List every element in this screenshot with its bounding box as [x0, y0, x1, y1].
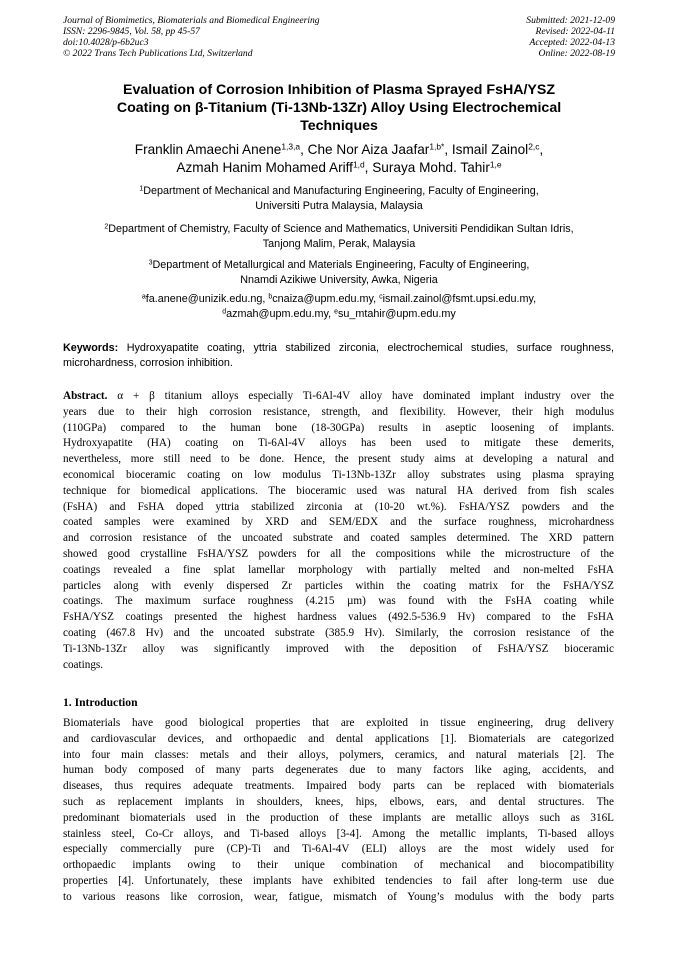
email-link[interactable]: azmah@upm.edu.my: [226, 308, 329, 320]
body-line: stainless steel, Co-Cr alloys, and Ti-based alloys [3-4]. Among the metallic implants, Ti-based alloys: [63, 827, 614, 840]
abstract-line: (FsHA) and FsHA doped yttria stabilized zirconia at (10-20 wt.%). FsHA/YSZ powders and the: [63, 500, 614, 513]
body-line: and cardiovascular devices, and orthopaedic and dental applications [1]. Biomaterials are categorized: [63, 732, 614, 745]
abstract-line: Ti-13Nb-13Zr alloy was significantly improved with the deposition of FsHA/YSZ bioceramic: [63, 642, 614, 655]
body-line: such as replacement implants in shoulders, knees, hips, elbows, ears, and dental structures. The: [63, 795, 614, 808]
affiliation-3: [40, 258, 638, 288]
section-heading: 1. Introduction: [63, 696, 138, 709]
author-affiliation-marker: 1,b*: [429, 141, 445, 152]
doi-line: doi:10.4028/p-6b2uc3: [63, 37, 149, 48]
abstract-paragraph: [63, 389, 614, 673]
title-line: Coating on β-Titanium (Ti-13Nb-13Zr) Alloy Using Electrochemical: [116, 100, 562, 116]
body-line: orthopaedic implants owing to their unique combination of mechanical and biocompatibility: [63, 859, 614, 872]
author-name: Franklin Amaechi Anene: [134, 142, 282, 157]
abstract-line: Abstract. α + β titanium alloys especially Ti-6Al-4V alloy have dominated implant industry over the: [63, 390, 614, 402]
abstract-line: and corrosion resistance of the uncoated substrate and coated samples determined. The XRD pattern: [63, 532, 614, 545]
abstract-line: (110GPa) compared to the human bone (18-30GPa) results in aseptic loosening of implants.: [63, 421, 614, 434]
author-line: [40, 141, 638, 159]
affiliation-text: Nnamdi Azikiwe University, Awka, Nigeria: [240, 274, 438, 286]
affiliation-1: [40, 184, 638, 214]
body-line: diseases, thus requires adequate treatments. Impaired body parts can be replaced with biomaterials: [63, 780, 614, 793]
submitted-date: Submitted: 2021-12-09: [526, 15, 615, 26]
abstract-label: Abstract.: [63, 390, 108, 402]
introduction-paragraph: [63, 716, 614, 906]
accepted-date: Accepted: 2022-04-13: [529, 37, 615, 48]
issn-line: ISSN: 2296-9845, Vol. 58, pp 45-57: [63, 26, 200, 37]
keywords-text: Hydroxyapatite coating, yttria stabilized zirconia, electrochemical studies, surface roughness, microhardness, corrosion inhibition.: [63, 342, 615, 369]
body-line: especially commercially pure (CP)-Ti and Ti-6Al-4V (ELI) alloys are the most widely used for: [63, 843, 614, 856]
author-separator: ,: [444, 142, 452, 157]
abstract-line: technique for biomedical applications. The bioceramic used was natural HA derived from fish scales: [63, 484, 614, 497]
paper-title: [70, 81, 608, 135]
body-line: properties [4]. Unfortunately, these implants have exhibited tendencies to fail after long-term use due: [63, 874, 614, 887]
abstract-line: years due to their high corrosion resistance, strength, and flexibility. However, their high modulus: [63, 405, 614, 418]
email-link[interactable]: ismail.zainol@fsmt.upsi.edu.my: [382, 293, 534, 305]
email-link[interactable]: cnaiza@upm.edu.my: [272, 293, 374, 305]
abstract-line: nevertheless, more still need to be done. Hence, the present study aims at developing a natural and: [63, 453, 614, 466]
affiliation-number: 2: [104, 223, 109, 231]
body-line: Biomaterials have good biological properties that are exploited in tissue engineering, drug delivery: [63, 717, 614, 729]
affiliation-number: 1: [139, 185, 144, 193]
author-separator: ,: [539, 142, 544, 157]
abstract-line: economical bioceramic coating on low modulus Ti-13Nb-13Zr alloy substrates using plasma spraying: [63, 468, 614, 481]
journal-name: Journal of Biomimetics, Biomaterials and Biomedical Engineering: [63, 15, 320, 26]
body-line: into four main classes: metals and their alloys, polymers, ceramics, and natural materials [2]. The: [63, 748, 614, 761]
affiliation-2: [40, 222, 638, 252]
journal-header-left: [63, 15, 320, 59]
body-line: predominant biomaterials used in the production of these implants are metallic alloys such as 316L: [63, 811, 614, 824]
author-name: Suraya Mohd. Tahir: [372, 160, 490, 175]
abstract-line: Hydroxyapatite (HA) coating on Ti-6Al-4V alloys has been used to mitigate these demerits,: [63, 437, 614, 450]
author-affiliation-marker: 1,3,a: [281, 141, 301, 152]
affiliation-number: 3: [148, 259, 153, 267]
author-list: [40, 141, 638, 177]
author-name: Ismail Zainol: [451, 142, 529, 157]
author-affiliation-marker: 1,e: [489, 159, 502, 170]
email-link[interactable]: fa.anene@unizik.edu.ng: [145, 293, 263, 305]
author-separator: ,: [364, 160, 373, 175]
title-line: Evaluation of Corrosion Inhibition of Plasma Sprayed FsHA/YSZ: [123, 82, 555, 98]
abstract-line: showed good crystalline FsHA/YSZ powders for all the compositions while the microstructure of the: [63, 547, 614, 560]
title-line: Techniques: [300, 118, 378, 134]
online-date: Online: 2022-08-19: [538, 48, 615, 59]
author-emails: $^a$fa.anene@unizik.edu.ng, $^b$cnaiza@upm.edu.my, $^c$ismail.zainol@fsmt.upsi.edu.my, $^d$azmah@upm.edu.my, $^e$su_mtahir@upm.edu.my: [141, 293, 537, 320]
affiliation-text: Tanjong Malim, Perak, Malaysia: [262, 238, 416, 250]
revised-date: Revised: 2022-04-11: [535, 26, 615, 37]
affiliation-text: Universiti Putra Malaysia, Malaysia: [255, 200, 423, 212]
keywords-paragraph: [63, 341, 614, 371]
email-link[interactable]: su_mtahir@upm.edu.my: [338, 308, 456, 320]
abstract-line: coating (467.8 Hv) and the uncoated substrate (385.9 Hv). Similarly, the corrosion resistance of the: [63, 626, 614, 639]
author-line: [40, 159, 638, 177]
author-separator: ,: [300, 142, 308, 157]
abstract-line: coatings revealed a fine splat lamellar morphology with partially melted and non-melted FsHA: [63, 563, 614, 576]
abstract-line: coatings. The maximum surface roughness (4.215 µm) was found with the FsHA coating while: [63, 595, 614, 608]
keywords-label: Keywords:: [63, 342, 119, 354]
author-affiliation-marker: 1,d: [352, 159, 365, 170]
copyright-line: © 2022 Trans Tech Publications Ltd, Switzerland: [63, 48, 253, 59]
author-name: Azmah Hanim Mohamed Ariff: [176, 160, 353, 175]
author-name: Che Nor Aiza Jaafar: [307, 142, 430, 157]
abstract-line: particles along with evenly dispersed Zr particles within the coating matrix for the FsHA/YSZ: [63, 579, 614, 592]
affiliation-text: Department of Mechanical and Manufacturing Engineering, Faculty of Engineering,: [143, 185, 539, 197]
body-line: human body composed of many parts degenerates due to many factors like aging, accidents, and: [63, 764, 614, 777]
affiliation-text: Department of Chemistry, Faculty of Science and Mathematics, Universiti Pendidikan Sultan Idris,: [108, 223, 574, 235]
author-affiliation-marker: 2,c: [528, 141, 540, 152]
affiliation-text: Department of Metallurgical and Materials Engineering, Faculty of Engineering,: [152, 259, 530, 271]
abstract-line: coatings.: [63, 658, 104, 671]
abstract-line: coated samples were examined by XRD and SEM/EDX and the surface roughness, microhardness: [63, 516, 614, 529]
body-line: to various reasons like corrosion, wear, fatigue, mismatch of Young’s modulus with the body parts: [63, 890, 614, 903]
abstract-line: FsHA/YSZ coatings presented the highest hardness values (492.5-536.9 Hv) compared to the FsHA: [63, 611, 614, 624]
journal-header-right: [526, 15, 615, 59]
